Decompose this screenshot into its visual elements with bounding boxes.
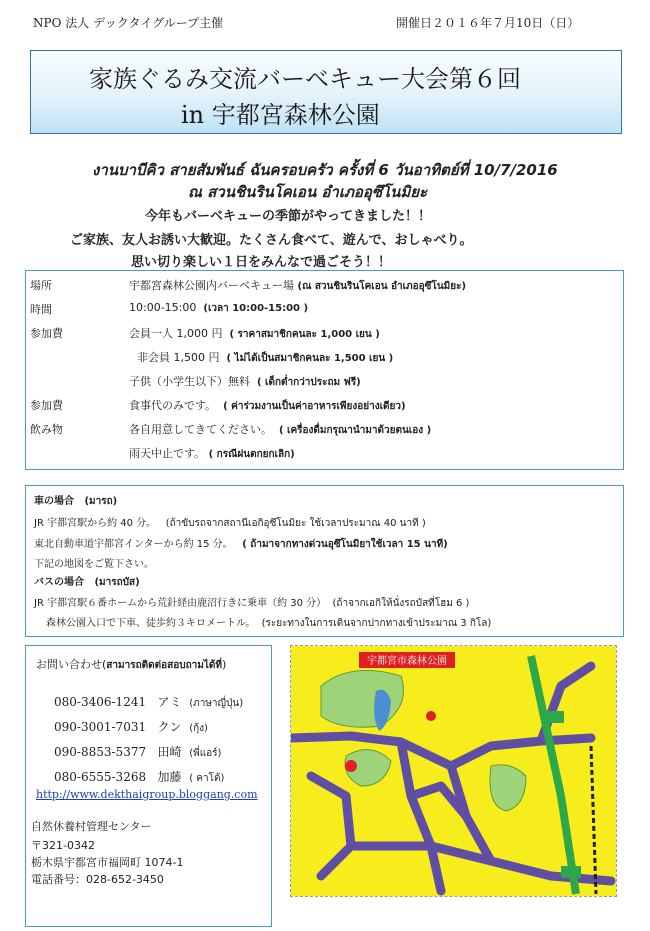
- car-label: 車の場合: [34, 496, 74, 507]
- address-org: 自然休養村管理センター: [31, 820, 152, 833]
- car-line-2: [34, 535, 448, 552]
- bus1-thai: (ถ้าจากเอกิให้นั่งรถบัสที่โฮม 6 ): [332, 598, 470, 609]
- contact-note: (กุ้ง): [189, 723, 208, 734]
- bus-label-thai: (มารถบัส): [94, 577, 140, 588]
- car1-text: JR 宇都宮駅から約 40 分。: [34, 518, 157, 529]
- map-title: 宇都宮市森林公園: [367, 656, 447, 667]
- car-line-1: [34, 514, 426, 531]
- station-marker: [561, 866, 581, 878]
- bus-line-1: [34, 594, 469, 611]
- address-zip: 〒321-0342: [31, 839, 95, 852]
- contact-person: [54, 743, 221, 761]
- contact-name: クン: [157, 720, 182, 734]
- access-map: [290, 645, 617, 897]
- rain-row: [129, 445, 295, 462]
- details-box: [25, 270, 624, 470]
- car2-text: 東北自動車道宇都宮インターから約 15 分。: [34, 539, 233, 550]
- intro-line-2: ご家族、友人お誘い大歓迎。たくさん食べて、遊んで、おしゃべり。: [70, 233, 473, 248]
- drink-value: 各自用意してきてください。: [129, 423, 272, 436]
- car2-thai: ( ถ้ามาจากทางด่วนอุซึโนมิยาใช้เวลา 15 นาที): [242, 539, 448, 550]
- time-value: 10:00-15:00: [129, 301, 197, 314]
- fee-child-thai: ( เด็กต่ำกว่าประถม ฟรี): [257, 377, 361, 388]
- car3-text: 下記の地図をご覧下さい。: [34, 559, 154, 570]
- address-line: 栃木県宇都宮市福岡町 1074-1: [31, 856, 184, 869]
- place-value: 宇都宮森林公園内バーベキュー場: [129, 279, 294, 292]
- bus-line-2: [46, 614, 491, 631]
- food-row: [129, 397, 406, 414]
- event-date-text: 開催日２０１６年７月10日（日）: [396, 16, 580, 30]
- intro-line-1: 今年もバーベキューの季節がやってきました！！: [145, 209, 432, 224]
- fee-nonmember-thai: ( ไม่ได้เป็นสมาชิกคนละ 1,500 เยน ): [226, 353, 394, 364]
- time-thai: (เวลา 10:00-15:00 ): [203, 303, 309, 314]
- place-label: 場所: [30, 279, 52, 292]
- fee2-label: 参加費: [30, 399, 63, 412]
- bus-label: バスの場合: [34, 577, 84, 588]
- fee-nonmember-row: [137, 349, 393, 366]
- contact-box: [25, 645, 272, 927]
- car-label-thai: (มารถ): [84, 496, 118, 507]
- contact-person: [54, 693, 243, 711]
- place-thai: (ณ สวนชินรินโคเอน อำเภออุซึโนมิยะ): [297, 281, 467, 292]
- drink-label: 飲み物: [30, 423, 63, 436]
- time-row: [129, 301, 308, 316]
- contact-note: ( คาโต้): [189, 773, 225, 784]
- organizer-text: NPO 法人 デックタイグループ主催: [33, 16, 224, 30]
- bus-heading: [34, 573, 140, 590]
- thai-heading-line-2: ณ สวนชินรินโคเอน อำเภออุซึโนมิยะ: [188, 183, 428, 201]
- rain-value: 雨天中止です。: [129, 447, 206, 460]
- fee-member-row: [129, 325, 380, 342]
- contact-phone: 090-8853-5377: [54, 745, 147, 759]
- fee-member-value: 会員一人 1,000 円: [129, 327, 223, 340]
- title-line-1: 家族ぐるみ交流バーベキュー大会第６回: [89, 65, 521, 93]
- bus2-thai: (ระยะทางในการเดินจากปากทางเข้าประมาณ 3 กิโล): [261, 618, 492, 629]
- rain-thai: ( กรณีฝนตกยกเลิก): [208, 449, 295, 460]
- station-marker: [546, 711, 564, 723]
- contact-phone: 090-3001-7031: [54, 720, 147, 734]
- map-graphic: [291, 646, 616, 896]
- thai-heading-line-1: งานบาบีคิว สายสัมพันธ์ ฉันครอบครัว ครั้งที่ 6 วันอาทิตย์ที่ 10/7/2016: [92, 161, 558, 179]
- website-link[interactable]: http://www.dekthaigroup.bloggang.com: [36, 788, 258, 801]
- food-value: 食事代のみです。: [129, 399, 217, 412]
- fee-member-thai: ( ราคาสมาชิกคนละ 1,000 เยน ): [229, 329, 380, 340]
- drink-thai: ( เครื่องดื่มกรุณานำมาด้วยตนเอง ): [279, 425, 432, 436]
- car1-thai: (ถ้าขับรถจากสถานีเอกิอุซึโนมิยะ ใช้เวลาประมาณ 40 นาที ): [165, 518, 426, 529]
- contact-note: (พี่แอร์): [189, 748, 222, 759]
- fee-child-value: 子供（小学生以下）無料: [129, 375, 250, 388]
- title-banner: [30, 50, 622, 134]
- contact-note: (ภาษาญี่ปุ่น): [189, 698, 244, 709]
- fee-nonmember-value: 非会員 1,500 円: [137, 351, 220, 364]
- fee-child-row: [129, 373, 361, 390]
- contact-name: 加藤: [157, 770, 182, 784]
- contact-name: アミ: [157, 695, 182, 709]
- car-heading: [34, 492, 117, 509]
- address-tel: 電話番号：028-652-3450: [31, 873, 164, 886]
- contact-person: [54, 718, 208, 736]
- time-label: 時間: [30, 303, 52, 316]
- bbq-marker: [426, 711, 436, 721]
- contact-phone: 080-6555-3268: [54, 770, 147, 784]
- contact-heading-jp: お問い合わせ(: [36, 658, 107, 671]
- contact-heading-end: ): [221, 658, 227, 671]
- park-marker: [345, 760, 357, 772]
- contact-person: [54, 768, 224, 786]
- fee-label: 参加費: [30, 327, 63, 340]
- place-row: [129, 277, 466, 294]
- transport-box: [25, 485, 624, 637]
- contact-phone: 080-3406-1241: [54, 695, 147, 709]
- title-line-2: in 宇都宮森林公園: [181, 101, 380, 129]
- contact-heading-thai: สามารถติดต่อสอบถามได้ที่: [106, 660, 222, 671]
- bus1-text: JR 宇都宮駅６番ホームから荒針経由鹿沼行きに乗車（約 30 分）: [34, 598, 327, 609]
- drink-row: [129, 421, 431, 438]
- contact-name: 田崎: [157, 745, 182, 759]
- intro-line-3: 思い切り楽しい１日をみんなで過ごそう！！: [131, 255, 392, 270]
- bus2-text: 森林公園入口で下車、徒歩約３キロメートル。: [46, 618, 256, 629]
- food-thai: ( ค่าร่วมงานเป็นค่าอาหารเพียงอย่างเดียว): [223, 401, 406, 412]
- contact-heading: [36, 656, 226, 673]
